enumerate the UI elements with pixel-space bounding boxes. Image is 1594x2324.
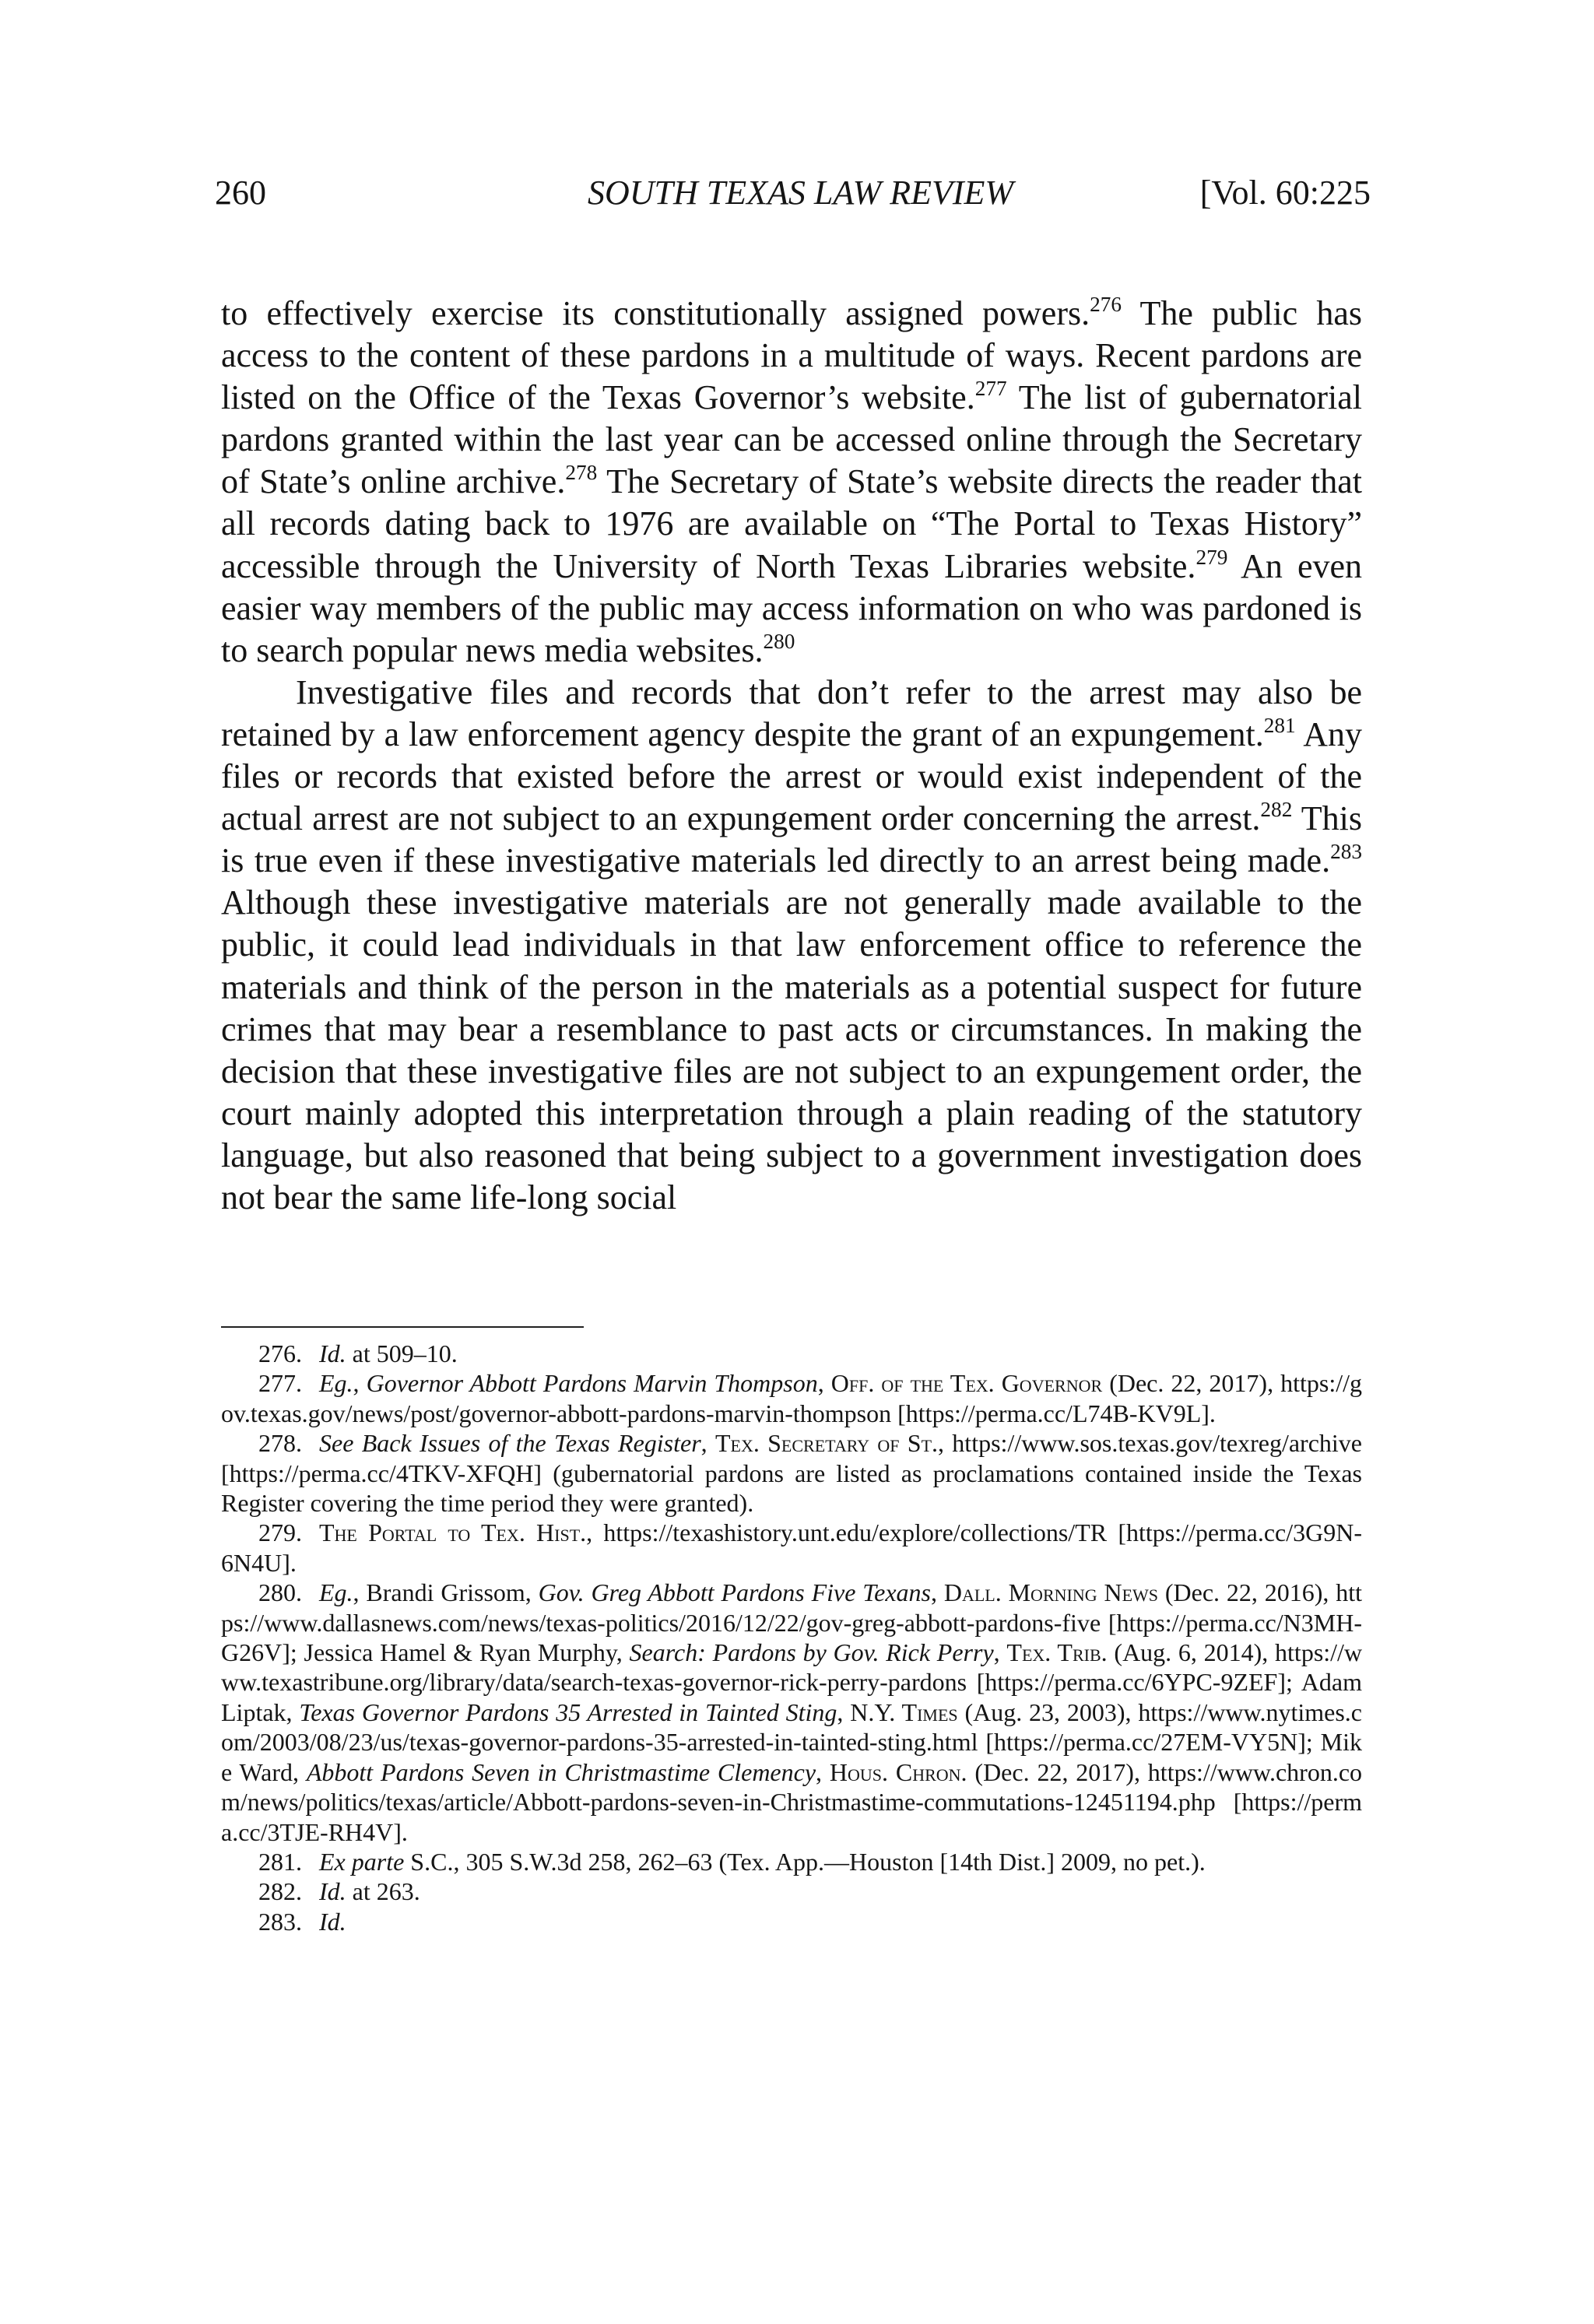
running-header: [0, 173, 1594, 219]
footnote-ref-282[interactable]: 282: [1260, 798, 1293, 822]
footnotes: [221, 1339, 1362, 1936]
footnote-277: 277. Eg., Governor Abbott Pardons Marvin Thompson, Off. of the Tex. Governor (Dec. 22, 2017), https://gov.texas.gov/news/post/governor-abbott-pardons-marvin-thompson [https://perma.cc/L74B-KV9L].: [221, 1369, 1363, 1427]
footnote-276: 276. Id. at 509–10.: [258, 1339, 458, 1367]
paragraph-1: to effectively exercise its constitutionally assigned powers.$^{276}$ The public has access to the content of these pardons in a multitude of ways. Recent pardons are listed on the Office of the Texas Governor’s website.$^{277}$ The list of gubernatorial pardons granted within the last year can be accessed online through the Secretary of State’s online archive.$^{278}$ The Secretary of State’s website directs the reader that all records dating back to 1976 are available on “The Portal to Texas History” accessible through the University of North Texas Libraries website.$^{279}$ An even easier way members of the public may access information on who was pardoned is to search popular news media websites.$^{280}$: [221, 293, 1363, 669]
footnote-ref-281[interactable]: 281: [1263, 714, 1296, 738]
footnote-282: 282. Id. at 263.: [258, 1877, 420, 1906]
footnote-ref-277[interactable]: 277: [974, 377, 1007, 401]
page-number: 260: [215, 174, 266, 212]
footnote-280: 280. Eg., Brandi Grissom, Gov. Greg Abbott Pardons Five Texans, Dall. Morning News (Dec. 22, 2016), https://www.dallasnews.com/news/texas-politics/2016/12/22/gov-greg-abbott-pardons-five [https://perma.cc/N3MH-G26V]; Jessica Hamel & Ryan Murphy, Search: Pardons by Gov. Rick Perry, Tex. Trib. (Aug. 6, 2014), https://www.texastribune.org/library/data/search-texas-governor-rick-perry-pardons [https://perma.cc/6YPC-9ZEF]; Adam Liptak, Texas Governor Pardons 35 Arrested in Tainted Sting, N.Y. Times (Aug. 23, 2003), https://www.nytimes.com/2003/08/23/us/texas-governor-pardons-35-arrested-in-tainted-sting.html [https://perma.cc/27EM-VY5N]; Mike Ward, Abbott Pardons Seven in Christmastime Clemency, Hous. Chron. (Dec. 22, 2017), https://www.chron.com/news/politics/texas/article/Abbott-pardons-seven-in-Christmastime-commutations-12451194.php [https://perma.cc/3TJE-RH4V].: [221, 1578, 1363, 1846]
volume-citation: [Vol. 60:225: [1199, 174, 1371, 212]
journal-title: SOUTH TEXAS LAW REVIEW: [588, 174, 1014, 212]
footnote-ref-280[interactable]: 280: [763, 629, 795, 653]
footnote-278: 278. See Back Issues of the Texas Register, Tex. Secretary of St., https://www.sos.texas.gov/texreg/archive [https://perma.cc/4TKV-XFQH] (gubernatorial pardons are listed as proclamations contained inside the Texas Register covering the time period they were granted).: [221, 1429, 1363, 1518]
footnote-ref-278[interactable]: 278: [565, 461, 598, 485]
footnote-divider: [221, 1326, 584, 1328]
footnote-283: 283. Id.: [258, 1907, 346, 1936]
footnote-281: 281. Ex parte S.C., 305 S.W.3d 258, 262–63 (Tex. App.—Houston [14th Dist.] 2009, no pet.).: [258, 1847, 1206, 1876]
link[interactable]: https://gov.texas.gov/news/post/governor-abbott-pardons-marvin-thompson: [221, 1369, 1363, 1427]
footnote-279: 279. The Portal to Tex. Hist., https://texashistory.unt.edu/explore/collections/TR [https://perma.cc/3G9N-6N4U].: [221, 1518, 1362, 1577]
footnote-ref-283[interactable]: 283: [1330, 840, 1362, 864]
footnote-ref-276[interactable]: 276: [1090, 293, 1122, 317]
footnote-ref-279[interactable]: 279: [1196, 545, 1228, 569]
main-text: [221, 293, 1362, 1219]
paragraph-2: Investigative files and records that don’t refer to the arrest may also be retained by a law enforcement agency despite the grant of an expungement.$^{281}$ Any files or records that existed before the arrest or would exist independent of the actual arrest are not subject to an expungement order concerning the arrest.$^{282}$ This is true even if these investigative materials led directly to an arrest being made.$^{283}$ Although these investigative materials are not generally made available to the public, it could lead individuals in that law enforcement office to reference the materials and think of the person in the materials as a potential suspect for future crimes that may bear a resemblance to past acts or circumstances. In making the decision that these investigative files are not subject to an expungement order, the court mainly adopted this interpretation through a plain reading of the statutory language, but also reasoned that being subject to a government investigation does not bear the same life-long social: [221, 672, 1362, 1216]
